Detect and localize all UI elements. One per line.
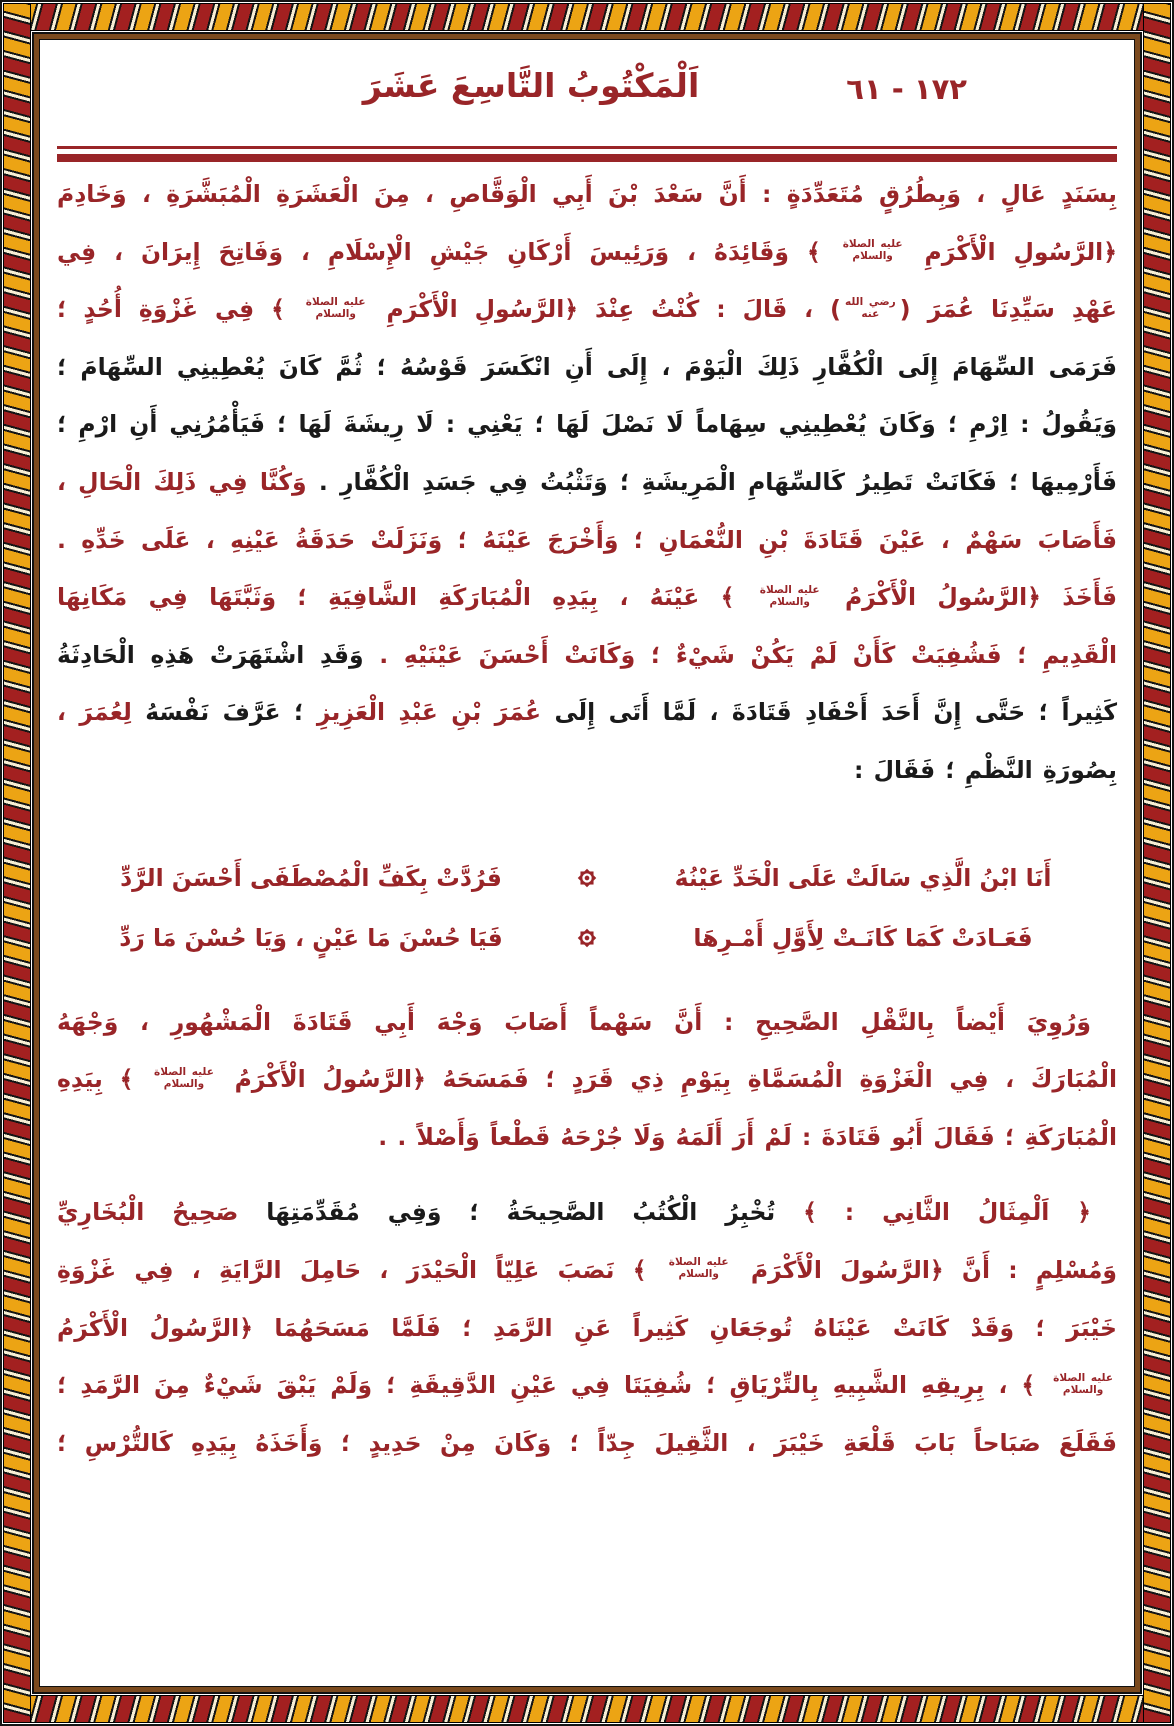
text-segment-maroon: وَمُسْلِمٍ : أَنَّ ﴿الرَّسُولَ الْأَكْرَمَ xyxy=(732,1255,1117,1284)
text-line xyxy=(57,742,1117,800)
poem-hemistich-right: أَنَا ابْنُ الَّذِي سَالَتْ عَلَى الْخَدِّ عَيْنُهُ xyxy=(674,863,1052,892)
text-line xyxy=(57,627,1117,685)
text-line xyxy=(57,281,1117,339)
text-segment-maroon: الْمُبَارَكَةِ ؛ فَقَالَ أَبُو قَتَادَةَ : لَمْ أَرَ أَلَمَهُ وَلَا جُرْحَهُ قَطْعاً وَأَصْلاً . . xyxy=(378,1122,1117,1151)
text-line xyxy=(57,166,1117,224)
body-text xyxy=(57,166,1117,1472)
honorific-salawat-calligraphy xyxy=(839,238,907,266)
page-number: ١٧٢ - ٦١ xyxy=(846,72,967,106)
text-segment-maroon: ﴿ اَلْمِثَالُ الثَّانِي : ﴾ xyxy=(775,1198,1091,1227)
text-line xyxy=(57,994,1117,1052)
text-segment-black: وَقَدِ اشْتَهَرَتْ هَذِهِ الْحَادِثَةُ xyxy=(57,640,364,669)
honorific-salawat-calligraphy xyxy=(756,583,824,611)
text-line xyxy=(57,1415,1117,1473)
stacked-calligraphy-text: عليه الصلاة والسلام xyxy=(1053,1371,1113,1396)
text-segment-maroon: ﴾ ، بِرِيقِهِ الشَّبِيهِ بِالتِّرْيَاقِ ؛ شُفِيَتَا فِي عَيْنِ الدَّقِيقَةِ ؛ وَلَمْ يَبْقَ شَيْءٌ مِنَ الرَّمَدِ ؛ xyxy=(57,1371,1050,1400)
text-segment-maroon: ﴾ بِيَدِهِ xyxy=(57,1065,151,1094)
text-segment-black: ؛ عَرَّفَ نَفْسَهُ xyxy=(131,698,304,727)
text-segment-maroon: لِعُمَرَ ، xyxy=(57,698,132,727)
text-segment-maroon: عَهْدِ سَيِّدِنَا عُمَرَ xyxy=(910,295,1117,324)
text-line xyxy=(57,224,1117,282)
honorific-salawat-calligraphy xyxy=(1049,1371,1117,1399)
poem-hemistich-right: فَعَـادَتْ كَمَا كَانَـتْ لِأَوَّلِ أَمْـرِهَا xyxy=(693,923,1033,952)
page-header xyxy=(57,46,1117,146)
honorific-salawat-calligraphy xyxy=(302,295,370,323)
poem-hemistich-left: فَيَا حُسْنَ مَا عَيْنٍ ، وَيَا حُسْنَ مَا رَدِّ xyxy=(119,923,503,952)
rosette-separator-icon xyxy=(565,864,609,892)
stacked-calligraphy-text: عليه الصلاة والسلام xyxy=(842,238,903,263)
text-segment-maroon: ﴾ وَقَائِدَهُ ، وَرَئِيسَ أَرْكَانِ جَيْشِ الْإِسْلَامِ ، وَفَاتِحَ إِيرَانَ ، فِي xyxy=(57,237,839,266)
page-content xyxy=(57,46,1117,1680)
chain-border-right xyxy=(1143,3,1171,1723)
text-segment-maroon: خَيْبَرَ ؛ وَقَدْ كَانَتْ عَيْنَاهُ تُوجَعَانِ كَثِيراً عَنِ الرَّمَدِ ؛ فَلَمَّا مَسَحَهُمَا ﴿الرَّسُولُ الْأَكْرَمُ xyxy=(57,1313,1117,1342)
paragraph xyxy=(57,994,1117,1167)
text-segment-maroon: ﴾ نَصَبَ عَلِيّاً الْحَيْدَرَ ، حَامِلَ الرَّايَةِ ، فِي غَزْوَةِ xyxy=(57,1255,665,1284)
text-segment-maroon: وَكُنَّا فِي ذَلِكَ الْحَالِ ، xyxy=(57,467,307,496)
poem-hemistich-left: فَرُدَّتْ بِكَفِّ الْمُصْطَفَى أَحْسَنَ الرَّدِّ xyxy=(120,863,502,892)
text-segment-maroon: صَحِيحُ الْبُخَارِيِّ xyxy=(57,1198,239,1227)
text-segment-black: فَأَرْمِيهَا ؛ فَكَانَتْ تَطِيرُ كَالسِّهَامِ الْمَرِيشَةِ ؛ وَتَثْبُتُ فِي جَسَدِ الْكُفَّارِ . xyxy=(306,467,1117,496)
text-line xyxy=(57,1242,1117,1300)
text-line xyxy=(57,1184,1117,1242)
stacked-calligraphy-text: عليه الصلاة والسلام xyxy=(668,1256,729,1281)
text-segment-maroon: وَرُوِيَ أَيْضاً بِالنَّقْلِ الصَّحِيحِ : أَنَّ سَهْماً أَصَابَ وَجْهَ أَبِي قَتَادَةَ الْمَشْهُورِ ، وَجْهَهُ xyxy=(57,1007,1091,1036)
poem-verse xyxy=(57,848,1117,908)
rosette-separator-icon xyxy=(565,924,609,952)
text-line xyxy=(57,454,1117,512)
text-segment-black: بِصُورَةِ النَّظْمِ ؛ فَقَالَ : xyxy=(854,755,1117,784)
radiallahu-anhu-calligraphy xyxy=(830,295,911,323)
text-segment-maroon: ﴾ فِي غَزْوَةِ أُحُدٍ ؛ xyxy=(57,295,302,324)
chain-border-top xyxy=(3,3,1171,31)
text-line xyxy=(57,1109,1117,1167)
paren-close: ) xyxy=(830,295,841,324)
text-segment-maroon: فَأَخَذَ ﴿الرَّسُولُ الْأَكْرَمُ xyxy=(823,583,1117,612)
text-segment-maroon: الْقَدِيمِ ؛ فَشُفِيَتْ كَأَنْ لَمْ يَكُنْ شَيْءٌ ؛ وَكَانَتْ أَحْسَنَ عَيْنَيْهِ . xyxy=(363,640,1117,669)
stacked-calligraphy-text: رضي الله عنه xyxy=(845,295,896,320)
text-segment-maroon: بِسَنَدٍ عَالٍ ، وَبِطُرُقٍ مُتَعَدِّدَةٍ : أَنَّ سَعْدَ بْنَ أَبِي الْوَقَّاصِ ، مِنَ الْعَشَرَةِ الْمُبَشَّرَةِ ، وَخَادِمَ xyxy=(57,180,1117,208)
stacked-calligraphy-text: عليه الصلاة والسلام xyxy=(154,1065,214,1090)
text-line xyxy=(57,569,1117,627)
paragraph xyxy=(57,166,1117,800)
text-line xyxy=(57,1300,1117,1358)
text-segment-maroon: ، قَالَ : كُنْتُ عِنْدَ ﴿الرَّسُولِ الْأَكْرَمِ xyxy=(369,295,831,324)
text-line xyxy=(57,684,1117,742)
paren-open: ( xyxy=(899,295,911,324)
chain-border-left xyxy=(3,3,31,1723)
text-segment-maroon: فَأَصَابَ سَهْمٌ ، عَيْنَ قَتَادَةَ بْنِ النُّعْمَانِ ؛ وَأَخْرَجَ عَيْنَهُ ؛ وَنَزَلَتْ حَدَقَةُ عَيْنِهِ ، عَلَى خَدِّهِ . xyxy=(57,525,1117,554)
text-segment-black: فَرَمَى السِّهَامَ إِلَى الْكُفَّارِ ذَلِكَ الْيَوْمَ ، إِلَى أَنِ انْكَسَرَ قَوْسُهُ ؛ ثُمَّ كَانَ يُعْطِينِي السِّهَامَ ؛ xyxy=(57,352,1117,381)
chain-border-bottom xyxy=(3,1695,1171,1723)
honorific-salawat-calligraphy xyxy=(150,1065,218,1093)
text-segment-black: كَثِيراً ؛ حَتَّى إِنَّ أَحَدَ أَحْفَادِ قَتَادَةَ ، لَمَّا أَتَى إِلَى xyxy=(541,698,1117,727)
text-segment-maroon: ﴾ عَيْنَهُ ، بِيَدِهِ الْمُبَارَكَةِ الشَّافِيَةِ ؛ وَثَبَّتَهَا فِي مَكَانِهَا xyxy=(57,583,756,612)
text-line xyxy=(57,396,1117,454)
rule-thin-line xyxy=(57,146,1117,149)
text-line xyxy=(57,1357,1117,1415)
text-line xyxy=(57,339,1117,397)
text-segment-maroon: الْمُبَارَكَ ، فِي الْغَزْوَةِ الْمُسَمَّاةِ بِيَوْمِ ذِي قَرَدٍ ؛ فَمَسَحَهُ ﴿الرَّسُولُ الْأَكْرَمُ xyxy=(217,1065,1117,1094)
text-segment-black: وَيَقُولُ : اِرْمِ ؛ وَكَانَ يُعْطِينِي سِهَاماً لَا نَصْلَ لَهَا ؛ يَعْنِي : لَا رِيشَةَ لَهَا ؛ فَيَأْمُرُنِي أَنِ ارْمِ ؛ xyxy=(57,410,1117,439)
text-segment-maroon: ﴿الرَّسُولِ الْأَكْرَمِ xyxy=(906,237,1117,266)
poem-block xyxy=(57,848,1117,968)
honorific-salawat-calligraphy xyxy=(665,1256,733,1284)
stacked-calligraphy-text: عليه الصلاة والسلام xyxy=(759,583,820,608)
text-line xyxy=(57,512,1117,570)
poem-verse xyxy=(57,908,1117,968)
text-segment-maroon: فَقَلَعَ صَبَاحاً بَابَ قَلْعَةِ خَيْبَرَ ، الثَّقِيلَ جِدّاً ؛ وَكَانَ مِنْ حَدِيدٍ ؛ وَأَخَذَهُ بِيَدِهِ كَالتُّرْسِ ؛ xyxy=(57,1428,1117,1457)
rule-thick-line xyxy=(57,154,1117,162)
page-title: اَلْمَكْتُوبُ التَّاسِعَ عَشَرَ xyxy=(362,66,700,105)
paragraph xyxy=(57,1184,1117,1472)
text-segment-maroon: عُمَرَ بْنِ عَبْدِ الْعَزِيزِ xyxy=(303,698,542,727)
text-line xyxy=(57,1051,1117,1109)
text-segment-black: تُخْبِرُ الْكُتُبُ الصَّحِيحَةُ ؛ وَفِي مُقَدِّمَتِهَا xyxy=(238,1198,776,1227)
header-double-rule xyxy=(57,146,1117,162)
stacked-calligraphy-text: عليه الصلاة والسلام xyxy=(305,295,366,320)
